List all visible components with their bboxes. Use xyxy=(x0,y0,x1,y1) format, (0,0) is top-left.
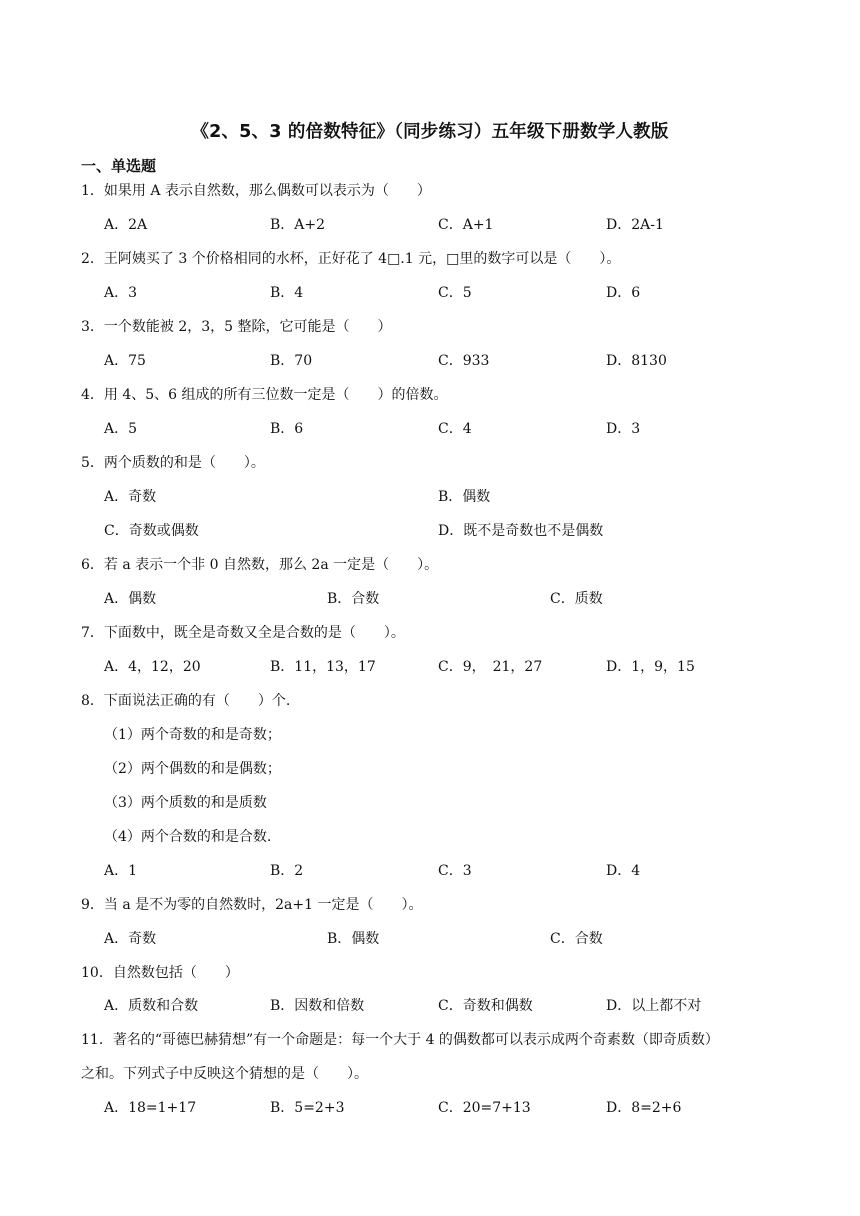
q8-option-b[interactable]: B．2 xyxy=(270,863,304,879)
q2-option-b[interactable]: B．4 xyxy=(270,285,304,301)
q2-option-a[interactable]: A．3 xyxy=(104,285,138,301)
q8-option-d[interactable]: D．4 xyxy=(606,863,641,879)
q10-option-a[interactable]: A．质数和合数 xyxy=(104,998,199,1014)
question-10-stem: 10．自然数包括（ ） xyxy=(81,965,239,981)
q5-option-a[interactable]: A．奇数 xyxy=(104,489,157,505)
q1-option-d[interactable]: D．2A-1 xyxy=(606,217,664,233)
q10-option-d[interactable]: D．以上都不对 xyxy=(606,998,702,1014)
q2-option-d[interactable]: D．6 xyxy=(606,285,641,301)
q1-option-b[interactable]: B．A+2 xyxy=(270,217,326,233)
question-5-stem: 5．两个质数的和是（ ）。 xyxy=(81,455,265,471)
q4-option-d[interactable]: D．3 xyxy=(606,421,641,437)
q6-option-c[interactable]: C．质数 xyxy=(550,591,603,607)
question-8-stem: 8．下面说法正确的有（ ）个. xyxy=(81,693,291,709)
q7-option-a[interactable]: A．4，12，20 xyxy=(104,659,201,675)
q7-option-d[interactable]: D．1，9，15 xyxy=(606,659,695,675)
question-9-stem: 9．当 a 是不为零的自然数时，2a+1 一定是（ ）。 xyxy=(81,897,423,913)
q8-statement-1: （1）两个奇数的和是奇数； xyxy=(104,727,281,743)
q5-option-c[interactable]: C．奇数或偶数 xyxy=(104,523,199,539)
q3-option-d[interactable]: D．8130 xyxy=(606,353,667,369)
question-7-stem: 7．下面数中，既全是奇数又全是合数的是（ ）。 xyxy=(81,625,405,641)
question-6-stem: 6．若 a 表示一个非 0 自然数，那么 2a 一定是（ ）。 xyxy=(81,557,439,573)
q10-option-b[interactable]: B．因数和倍数 xyxy=(270,998,365,1014)
q8-option-a[interactable]: A．1 xyxy=(104,863,138,879)
q9-option-b[interactable]: B．偶数 xyxy=(327,931,380,947)
q11-option-b[interactable]: B．5=2+3 xyxy=(270,1100,345,1116)
q11-option-d[interactable]: D．8=2+6 xyxy=(606,1100,682,1116)
q5-option-b[interactable]: B．偶数 xyxy=(438,489,491,505)
q3-option-c[interactable]: C．933 xyxy=(438,353,490,369)
q4-option-a[interactable]: A．5 xyxy=(104,421,138,437)
question-4-stem: 4．用 4、5、6 组成的所有三位数一定是（ ）的倍数。 xyxy=(81,387,448,403)
question-1-stem: 1．如果用 A 表示自然数，那么偶数可以表示为（ ） xyxy=(81,183,431,199)
q2-option-c[interactable]: C．5 xyxy=(438,285,472,301)
q4-option-c[interactable]: C．4 xyxy=(438,421,472,437)
q9-option-c[interactable]: C．合数 xyxy=(550,931,603,947)
question-2-stem: 2．王阿姨买了 3 个价格相同的水杯，正好花了 4□.1 元，□里的数字可以是（ ）。 xyxy=(81,251,621,267)
q6-option-b[interactable]: B．合数 xyxy=(327,591,380,607)
q10-option-c[interactable]: C．奇数和偶数 xyxy=(438,998,533,1014)
q3-option-b[interactable]: B．70 xyxy=(270,353,313,369)
q7-option-b[interactable]: B．11，13，17 xyxy=(270,659,376,675)
section-heading: 一、单选题 xyxy=(81,157,157,175)
q1-option-a[interactable]: A．2A xyxy=(104,217,148,233)
question-3-stem: 3．一个数能被 2，3，5 整除，它可能是（ ） xyxy=(81,319,392,335)
question-11-stem: 11．著名的“哥德巴赫猜想”有一个命题是：每一个大于 4 的偶数都可以表示成两个奇素数（即奇质数） xyxy=(81,1032,719,1048)
q11-option-a[interactable]: A．18=1+17 xyxy=(104,1100,197,1116)
q7-option-c[interactable]: C．9， 21，27 xyxy=(438,659,543,675)
q3-option-a[interactable]: A．75 xyxy=(104,353,146,369)
q4-option-b[interactable]: B．6 xyxy=(270,421,304,437)
q8-option-c[interactable]: C．3 xyxy=(438,863,472,879)
q8-statement-3: （3）两个质数的和是质数 xyxy=(104,795,267,811)
q9-option-a[interactable]: A．奇数 xyxy=(104,931,157,947)
q5-option-d[interactable]: D．既不是奇数也不是偶数 xyxy=(438,523,604,539)
question-11-stem-cont: 之和。下列式子中反映这个猜想的是（ ）。 xyxy=(81,1066,368,1082)
q6-option-a[interactable]: A．偶数 xyxy=(104,591,157,607)
document-title: 《2、5、3 的倍数特征》（同步练习）五年级下册数学人教版 xyxy=(191,122,669,142)
q8-statement-2: （2）两个偶数的和是偶数； xyxy=(104,761,281,777)
q8-statement-4: （4）两个合数的和是合数. xyxy=(104,829,272,845)
q11-option-c[interactable]: C．20=7+13 xyxy=(438,1100,531,1116)
q1-option-c[interactable]: C．A+1 xyxy=(438,217,494,233)
